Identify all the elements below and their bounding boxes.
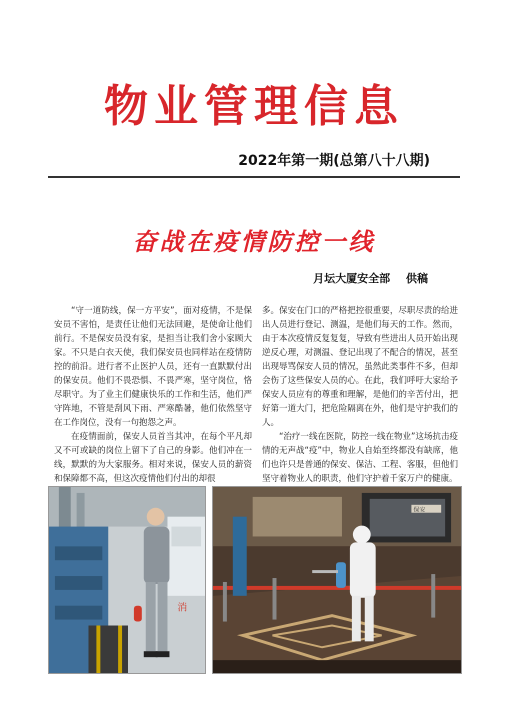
issue-number: 2022年第一期(总第八十八期) <box>238 153 430 169</box>
wall-sign-text: 消 <box>177 602 188 614</box>
byline-department: 月坛大厦安全部 <box>313 272 391 285</box>
article-paragraph: 多。保安在门口的严格把控很重要，尽职尽责的给进出人员进行登记、测温，是他们每天的工作。然而，由于本次疫情反复复复，导致有些进出人员开始出现逆反心理，对测温、登记出现了不配合的情况，甚至出现辱骂保安人员的情况，虽然此类事件不多，但却会伤了这些保安人员的心。在此，我们呼吁大家给予保安人员应有的尊重和理解，是他们的辛苦付出，把好第一道大门，把危险隔离在外，他们是守护我们的人。 <box>262 306 458 428</box>
photo-illustration <box>49 487 205 673</box>
photo-security-guard-equipment-room <box>48 486 206 674</box>
photo-lobby-disinfection <box>212 486 462 674</box>
article-byline <box>313 270 428 286</box>
article-paragraph: 在疫情面前，保安人员首当其冲，在每个平凡却又不可或缺的岗位上留下了自己的身影。他们冲在一线，默默的为大家服务。相对来说，保安人员的薪资和保障都不高，但这次疫情他们付出的却很 <box>54 432 252 484</box>
masthead-title: 物业管理信息 <box>104 81 404 132</box>
article-column-right <box>262 304 458 482</box>
article-headline: 奋战在疫情防控一线 <box>132 227 376 256</box>
article-column-left <box>54 304 252 482</box>
header-divider <box>48 176 460 178</box>
photo-illustration <box>213 487 461 673</box>
article-paragraph: “治疗一线在医院，防控一线在物业”这场抗击疫情的无声战“疫”中，物业人自始至终都没有缺席，他们也许只是普通的保安、保洁、工程、客服，但他们坚守着物业人的职责，他们守护着千家万户的健康。 <box>262 432 458 484</box>
article-paragraph: “守一道防线，保一方平安”，面对疫情，不是保安员不害怕，是责任让他们无法回避，是使命让他们前行。不是保安员没有家，是担当让我们舍小家顾大家。不只是白衣天使，我们保安员也同样站在疫情防控的前沿。进行者不止医护人员，还有一直默默付出的保安员。他们不畏恐惧、不畏严寒，坚守岗位，恪尽职守。为了业主们健康快乐的工作和生活，他们严守阵地，不管是刮风下雨、严寒酷暑，他们依然坚守在工作岗位，没有一句抱怨之声。 <box>54 306 252 428</box>
lobby-sign-text: 保安 <box>413 506 426 514</box>
byline-label: 供稿 <box>406 272 428 285</box>
